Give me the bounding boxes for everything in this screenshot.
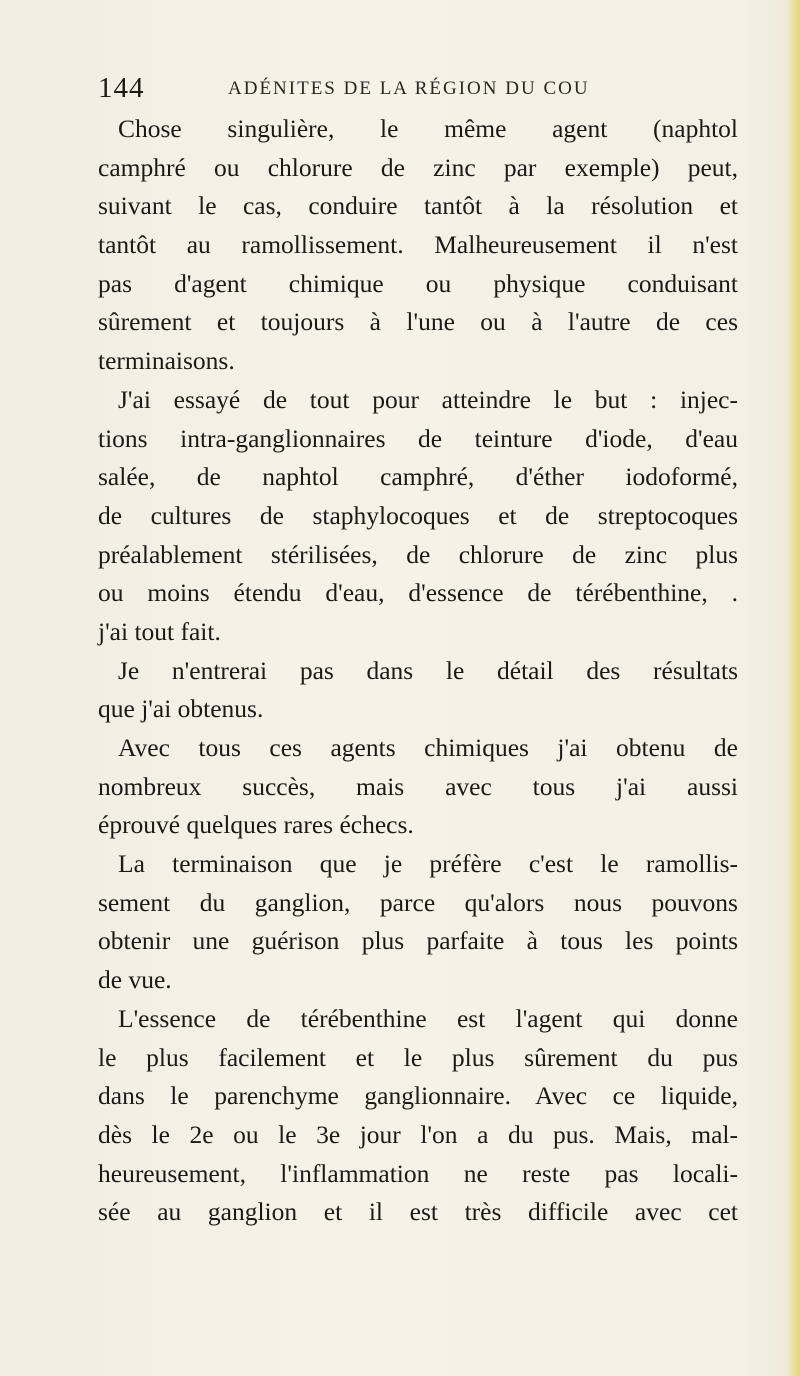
text-line: de vue. [98, 965, 172, 995]
page-header [98, 72, 698, 112]
text-line: J'ai essayé de tout pour atteindre le but : injec- [118, 384, 738, 414]
text-line: Avec tous ces agents chimiques j'ai obtenu de [118, 733, 738, 762]
text-line: Chose singulière, le même agent (naphtol [118, 114, 738, 143]
text-line: terminaisons. [98, 346, 235, 376]
text-line: nombreux succès, mais avec tous j'ai aussi [98, 771, 738, 801]
running-title: ADÉNITES DE LA RÉGION DU COU [228, 78, 590, 99]
text-line: tantôt au ramollissement. Malheureusement il n'est [98, 230, 738, 260]
page-number: 144 [98, 72, 145, 104]
text-line: sée au ganglion et il est très difficile avec cet [98, 1197, 738, 1227]
text-line: dès le 2e ou le 3e jour l'on a du pus. Mais, mal- [98, 1119, 738, 1149]
text-line: La terminaison que je préfère c'est le ramollis- [118, 849, 738, 879]
text-line: heureusement, l'inflammation ne reste pas locali- [98, 1158, 738, 1188]
text-line: L'essence de térébenthine est l'agent qui donne [118, 1003, 738, 1033]
text-line: sûrement et toujours à l'une ou à l'autre de ces [98, 307, 738, 337]
text-line: ou moins étendu d'eau, d'essence de térébenthine, . [98, 578, 738, 608]
body-text [98, 110, 738, 1232]
text-line: obtenir une guérison plus parfaite à tous les points [98, 926, 738, 956]
text-line: Je n'entrerai pas dans le détail des résultats [118, 655, 738, 685]
text-line: préalablement stérilisées, de chlorure de zinc plus [98, 539, 738, 569]
text-line: pas d'agent chimique ou physique conduisant [98, 268, 738, 298]
text-line: le plus facilement et le plus sûrement du pus [98, 1042, 738, 1072]
text-line: de cultures de staphylocoques et de streptocoques [98, 500, 738, 530]
text-line: suivant le cas, conduire tantôt à la résolution et [98, 191, 738, 221]
text-line: sement du ganglion, parce qu'alors nous pouvons [98, 887, 738, 917]
text-line: tions intra-ganglionnaires de teinture d'iode, d'eau [98, 423, 738, 453]
page-edge-shadow [786, 0, 800, 1376]
text-line: que j'ai obtenus. [98, 694, 264, 724]
text-line: dans le parenchyme ganglionnaire. Avec ce liquide, [98, 1081, 738, 1111]
text-line: salée, de naphtol camphré, d'éther iodoformé, [98, 462, 738, 492]
text-line: j'ai tout fait. [98, 616, 221, 646]
text-line: éprouvé quelques rares échecs. [98, 810, 414, 840]
text-line: camphré ou chlorure de zinc par exemple) peut, [98, 152, 738, 182]
